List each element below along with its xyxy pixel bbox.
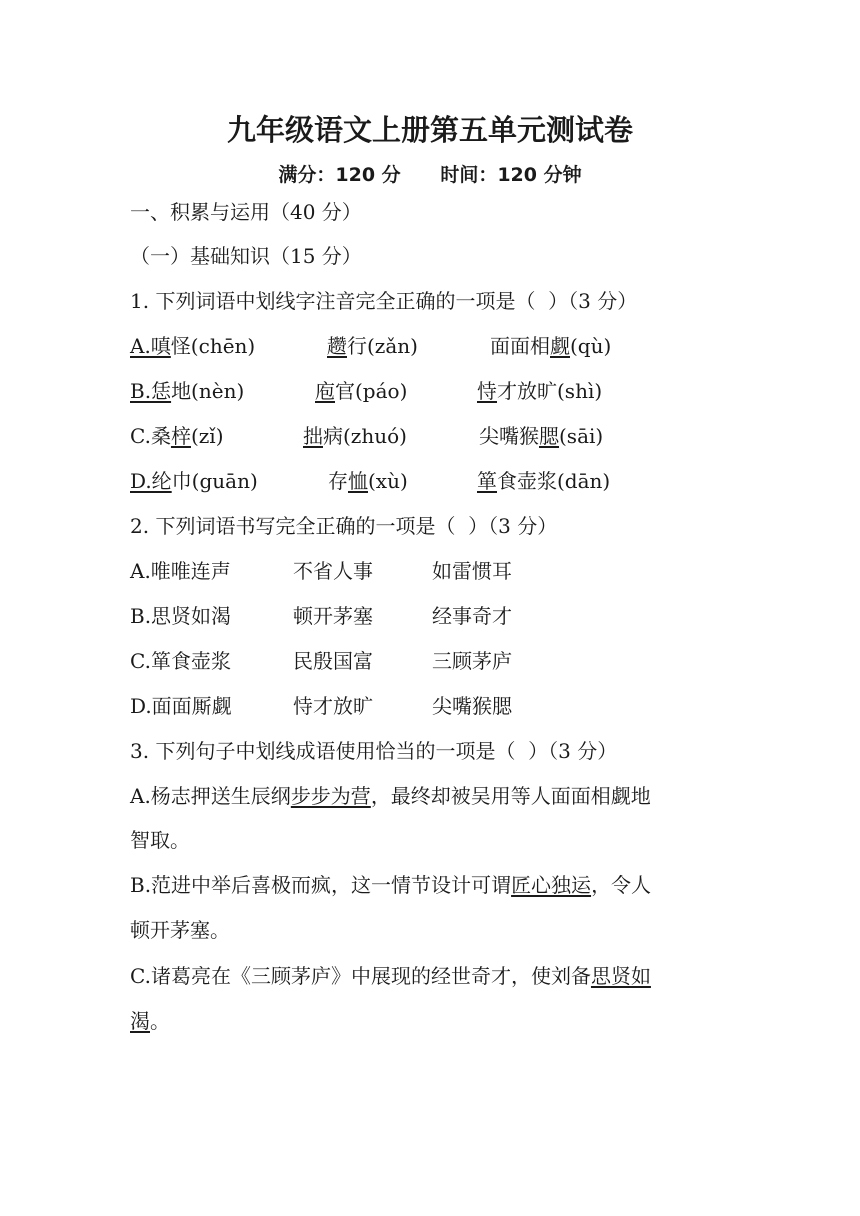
- question-2-stem: 2. 下列词语书写完全正确的一项是（ ）（3 分）: [130, 514, 558, 538]
- q2-option-c-2: 民殷国富: [293, 649, 373, 673]
- q2-option-b-2: 顿开茅塞: [293, 604, 373, 628]
- q2-option-d-3: 尖嘴猴腮: [432, 694, 512, 718]
- q1-option-c-3: 尖嘴猴腮(sāi): [479, 424, 604, 448]
- q1-option-d-3: 箪食壶浆(dān): [477, 469, 611, 493]
- q2-option-c-1: C.箪食壶浆: [130, 649, 231, 673]
- q3-option-a-line1: A.杨志押送生辰纲步步为营，最终却被吴用等人面面相觑地: [130, 784, 651, 808]
- q1-option-b-2: 庖官(páo): [315, 379, 408, 403]
- q2-option-d-1: D.面面厮觑: [130, 694, 232, 718]
- q1-option-a-3: 面面相觑(qù): [490, 334, 612, 358]
- q1-option-c-2: 拙病(zhuó): [303, 424, 407, 448]
- q3-option-b-line2: 顿开茅塞。: [130, 918, 230, 942]
- question-3-stem: 3. 下列句子中划线成语使用恰当的一项是（ ）（3 分）: [130, 739, 618, 763]
- q3-option-c-line2: 渴。: [130, 1009, 170, 1033]
- q2-option-c-3: 三顾茅庐: [432, 649, 512, 673]
- q2-option-b-3: 经事奇才: [432, 604, 512, 628]
- q3-option-c-line1: C.诸葛亮在《三顾茅庐》中展现的经世奇才，使刘备思贤如: [130, 964, 651, 988]
- q1-option-a-1: A.嗔怪(chēn): [130, 334, 256, 358]
- q2-option-a-1: A.唯唯连声: [130, 559, 231, 583]
- q1-option-d-2: 存恤(xù): [328, 469, 408, 493]
- question-1-stem: 1. 下列词语中划线字注音完全正确的一项是（ ）（3 分）: [130, 289, 638, 313]
- q2-option-a-3: 如雷惯耳: [432, 559, 512, 583]
- subsection-heading: （一）基础知识（15 分）: [130, 244, 362, 268]
- q1-option-b-1: B.恁地(nèn): [130, 379, 245, 403]
- q1-option-c-1: C.桑梓(zǐ): [130, 424, 224, 448]
- q1-option-a-2: 趱行(zǎn): [327, 334, 418, 358]
- q3-option-a-line2: 智取。: [130, 828, 190, 852]
- section-heading: 一、积累与运用（40 分）: [130, 200, 362, 224]
- q2-option-b-1: B.思贤如渴: [130, 604, 232, 628]
- q1-option-b-3: 恃才放旷(shì): [477, 379, 603, 403]
- q3-option-b-line1: B.范进中举后喜极而疯，这一情节设计可谓匠心独运，令人: [130, 873, 652, 897]
- q1-option-d-1: D.纶巾(guān): [130, 469, 258, 493]
- q2-option-a-2: 不省人事: [293, 559, 373, 583]
- q2-option-d-2: 恃才放旷: [293, 694, 373, 718]
- page-subtitle: 满分：120 分 时间：120 分钟: [278, 164, 582, 186]
- page-title: 九年级语文上册第五单元测试卷: [226, 113, 633, 147]
